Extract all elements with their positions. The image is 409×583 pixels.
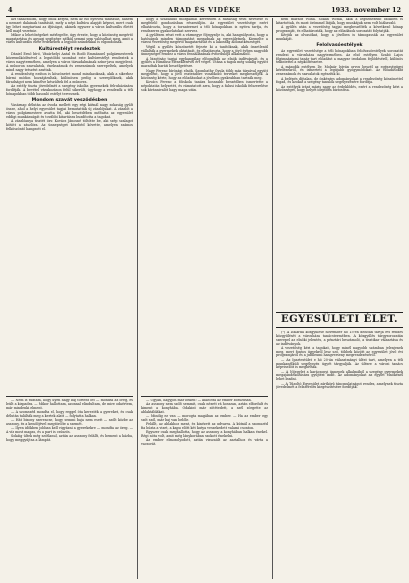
article-block — [141, 18, 268, 394]
serial-story-block — [6, 399, 133, 579]
paragraph: Kérjük az olvasókat, hogy a jövőben is támogassák az egyesület munkáját. — [276, 33, 403, 41]
paragraph: Egyszer csak meghallotta, hogy az asszony a konyhában halkan énekel. Régi nóta volt, amit még lánykorában szokott énekelni. — [141, 430, 268, 439]
paragraph: hogy a szabadidő mozgalmai keretében a fiatalság testi nevelése is megfelelő gondozásban részesüljön. Az egyesület vezetősége ezért elhatározta, hogy a tornatermet a téli hónapokban is nyitva tartja, és rendszeres gyakorlatokat szervez. — [141, 18, 268, 33]
column-3 — [276, 18, 403, 579]
issue-date: 1933. november 12 — [331, 6, 401, 14]
column-divider — [137, 18, 138, 579]
paragraph: Kovács Ferenc a főiskola tanára hosszabb beszédben ismertette a népoktatás helyzetét, és rámutatott arra, hogy a falusi iskolák felszerelése sok kívánnivalót hagy maga után. — [141, 80, 268, 93]
page-number: 4 — [8, 6, 13, 14]
newspaper-title: ARAD ÉS VIDÉKE — [168, 6, 241, 14]
column-divider — [272, 18, 273, 579]
paragraph: A második estélyen Dr. Molnár István orvos beszél az egészségügyi kérdésekről, és ismerteti a legújabb gyógymódokat. Az előadásokat zeneszámok és szavalatok egészítik ki. — [276, 64, 403, 77]
section-heading: Mondom szavát vesződésben — [31, 97, 108, 103]
paragraph: Végül a gyűlés köszönetét fejezte ki a tanítóknak, akik önzetlenül vállalták a gyermekek oktatását, és elhatározta, hogy a jövő évben nagyobb ünnepséget rendez a város fennállásának évfordulója alkalmából. — [141, 44, 268, 57]
paragraph: A zászlóanya tisztét özv. Kovács Jánosné töltötte be, aki szép szalagot kötött a zászlóra. Az ünnepséget közebéd követte, amelyen számos felköszöntő hangzott el. — [6, 119, 133, 131]
paragraph: A rendezőség ezúton is köszönetet mond mindazoknak, akik a sikerhez bármi módon hozzájárultak, különösen pedig a szereplőknek, akik fáradságot nem kímélve készültek fel a műsorra. — [6, 71, 133, 84]
paragraph: nem maradt volna. Sokan voltak, akik a legnehezebb időkben is kitartottak, és most örömmel látják, hogy munkájuk nem volt hiábavaló. — [276, 18, 403, 25]
paragraph: — Mindig ez van — morogta magában az ember. — Ha az ember egy szót szól, már baj van belőle. — [141, 414, 268, 422]
paragraph: — Ugyan, hagyjon már békén! — kiáltotta az ember bosszúsan. — [146, 399, 252, 402]
section-divider — [141, 396, 268, 397]
paragraph: — Ilyen időkben jobban kell vigyázni a gyerekekre — mondta az öreg. — A víz most magas, és a part is csúszós. — [6, 426, 133, 434]
section-divider — [6, 396, 133, 397]
paragraph: (*) A Dalárda közgyűlése november hó 15-én délután tartja évi rendes közgyűlését a városháza tanácstermében. A közgyűlés tárgysorozatán szerepel az elnöki jelentés, a pénztári beszámoló, a tisztikar választása és az indítványok. — [276, 331, 403, 346]
paragraph: — Nem is tudtam, hogy ilyen nagy baj történt ott — mondta az öreg, és leült a kispadra. — Mikor hallottam, azonnal elindultam, de mire odaértem, már mindenki elment. — [6, 399, 133, 410]
paragraph: A belépés díjtalan, de önkéntes adományokat a rendezőség köszönettel fogad, és azokat a szegény tanulók segélyezésére fordítja. — [276, 76, 403, 85]
masthead — [6, 4, 403, 17]
article-block — [276, 331, 403, 571]
newspaper-page — [6, 4, 403, 579]
column-2 — [141, 18, 268, 579]
paragraph: Az asszony nem szólt semmit, csak nézett rá hosszan, aztán elfordult és kiment a konyhába. Odakint már sötétedett, a szél zörgette az ablaktáblákat. — [141, 402, 268, 414]
paragraph: azt tanácsolom, hogy önök kérjék, nem az élő nyelvek tanítását, hanem a nemzet dalainak tanítását, mely a népi kultúra alapját képezi, mert csak így lehet megtartani az ifjúságot, akinek egyszer a város kulturális életét kell majd vezetnie. — [6, 18, 133, 33]
paragraph: — A Nőegylet a karácsonyi ünnepek alkalmából a szegény gyermekek megajándékozására gyűjtést indít. Az adományokat az egylet elnökénél lehet leadni. — [276, 369, 403, 382]
paragraph: Az estély tiszta jövedelmét a szegény iskolás gyermekek felruházására fordítják. A bevétel várakozáson felül sikerült, úgyhogy a rendezők a téli hónapokban több hasonló estélyt terveznek. — [6, 83, 133, 96]
paragraph: Vasárnap délután az óvoda mellett egy régi kútnál nagy sokaság gyűlt össze, ahol a helyi egyesület tagjai bemutatták új zászlójukat. A zászlót a város polgármestere avatta fel, aki beszédében méltatta az egyesület eddigi munkásságát és további kitartásra buzdította a tagokat. — [6, 103, 133, 119]
serial-story-block — [141, 399, 268, 579]
section-heading: Felolvasóestélyek — [316, 43, 363, 49]
paragraph: A gyűlés után a vezetőség tagjai megbeszélték a következő hónap programját, és elhatározták, hogy az előadások sorozatát folytatják. — [276, 25, 403, 33]
paragraph: Az estélyek iránt máris nagy az érdeklődés, ezért a rendezőség kéri a közönséget, hogy helyét idejében biztosítsa. — [276, 84, 403, 93]
paragraph: — Az Ipartestület e hó 20-án választmányi ülést tart, amelyen a téli munkanélküli segélyezés ügyét tárgyalják. Az ülésre a városi tanács képviselőit is meghívták. — [276, 357, 403, 370]
paragraph: — A szomszéd mondta el, hogy reggel óta keresték a gyereket, és csak délután találták meg a kertek alatt — folytatta halkan. — [6, 409, 133, 418]
paragraph: Sokáig ültek még szótlanul, aztán az asszony felállt, és bement a házba, hogy meggyújtsa a lámpát. — [6, 434, 133, 442]
paragraph: Nagy Ferenc bírósági elnök, Szombathy Gyula több más társával együtt megjelent, hogy a jövő esztendőre vonatkozó terveket megbeszéljék. A közönség kérte, hogy az előadásokat a jövőben gyakrabban tartsák meg. — [141, 68, 268, 81]
article-block — [276, 18, 403, 308]
paragraph: — A Tűzoltó Egyesület zártkörű táncmulatságot rendez, amelynek tiszta jövedelmét a felszerelés kiegészítésére fordítják. — [276, 381, 403, 390]
paragraph: Dániel Ernő bíró, Vásárhelyi Antal és Bodó Emmánuel polgármesterek közreműködésével a legutóbbi szombat este kultúrestélyt rendeztek a város nagytermében, amelyen a város társadalmának színe-java megjelent. A műsoron szavalatok, énekszámok és zeneszámok szerepeltek, amelyek mind nagy tetszést arattak. — [6, 52, 133, 72]
paragraph: — Hát bizony szerencse, hogy semmi baja nem esett — szólt közbe az asszony, és a kendőjével megtörölte a szemét. — [6, 418, 133, 426]
paragraph: Mikor a lehetőségeket mérlegelte, úgy érezte, hogy a közönség megértő magatartása és anyagi segítsége nélkül semmi sem valósulhat meg, amit a város kulturális élete érdekében a legjobb szándékkal is elgondolnak. — [6, 32, 133, 45]
section-heading: Kultúrestélyt rendeztek — [38, 46, 101, 52]
paragraph: A vezetőség kéri a tagokat, hogy minél nagyobb számban jelenjenek meg, mert fontos ügyekről lesz szó, többek között az egyesület jövő évi programjáról és a jubileumi hangverseny megrendezéséről. — [276, 345, 403, 358]
column-1 — [6, 18, 133, 579]
section-heading-large: EGYESÜLETI ÉLET. — [276, 312, 403, 328]
article-block — [6, 18, 133, 394]
paragraph: Felállt, az ablakhoz ment, és kinézett az udvarra. A kútnál a szomszéd fia húzta a vizet, a kapu előtt két kutya veszekedett valami csonton. — [141, 422, 268, 431]
paragraph: A bizottság tagjai egyhangúlag elfogadták az elnök indítványát, és a gyűlés a Himnusz eléneklésével ért véget. Utána a tagok még sokáig együtt maradtak baráti beszélgetésre. — [141, 56, 268, 69]
paragraph: Az egyesület vezetősége a téli hónapokban felolvasóestélyek sorozatát rendezi a városháza nagytermében. Az első estélyen Szabó Lajos főgimnáziumi tanár tart előadást a magyar irodalom fejlődéséről, különös tekintettel a népköltészetre. — [276, 48, 403, 65]
paragraph: A gyűlésen részt vett a vármegye főjegyzője is, aki hangsúlyozta, hogy a hatóságok minden támogatást megadnak az egyesületnek. Kiemelte a városi vezetőség megértő magatartását és a lakosság áldozatkészségét. — [141, 32, 268, 45]
paragraph: Az ember elmosolyodott, aztán visszaült az asztalhoz és várta a vacsorát. — [141, 438, 268, 447]
